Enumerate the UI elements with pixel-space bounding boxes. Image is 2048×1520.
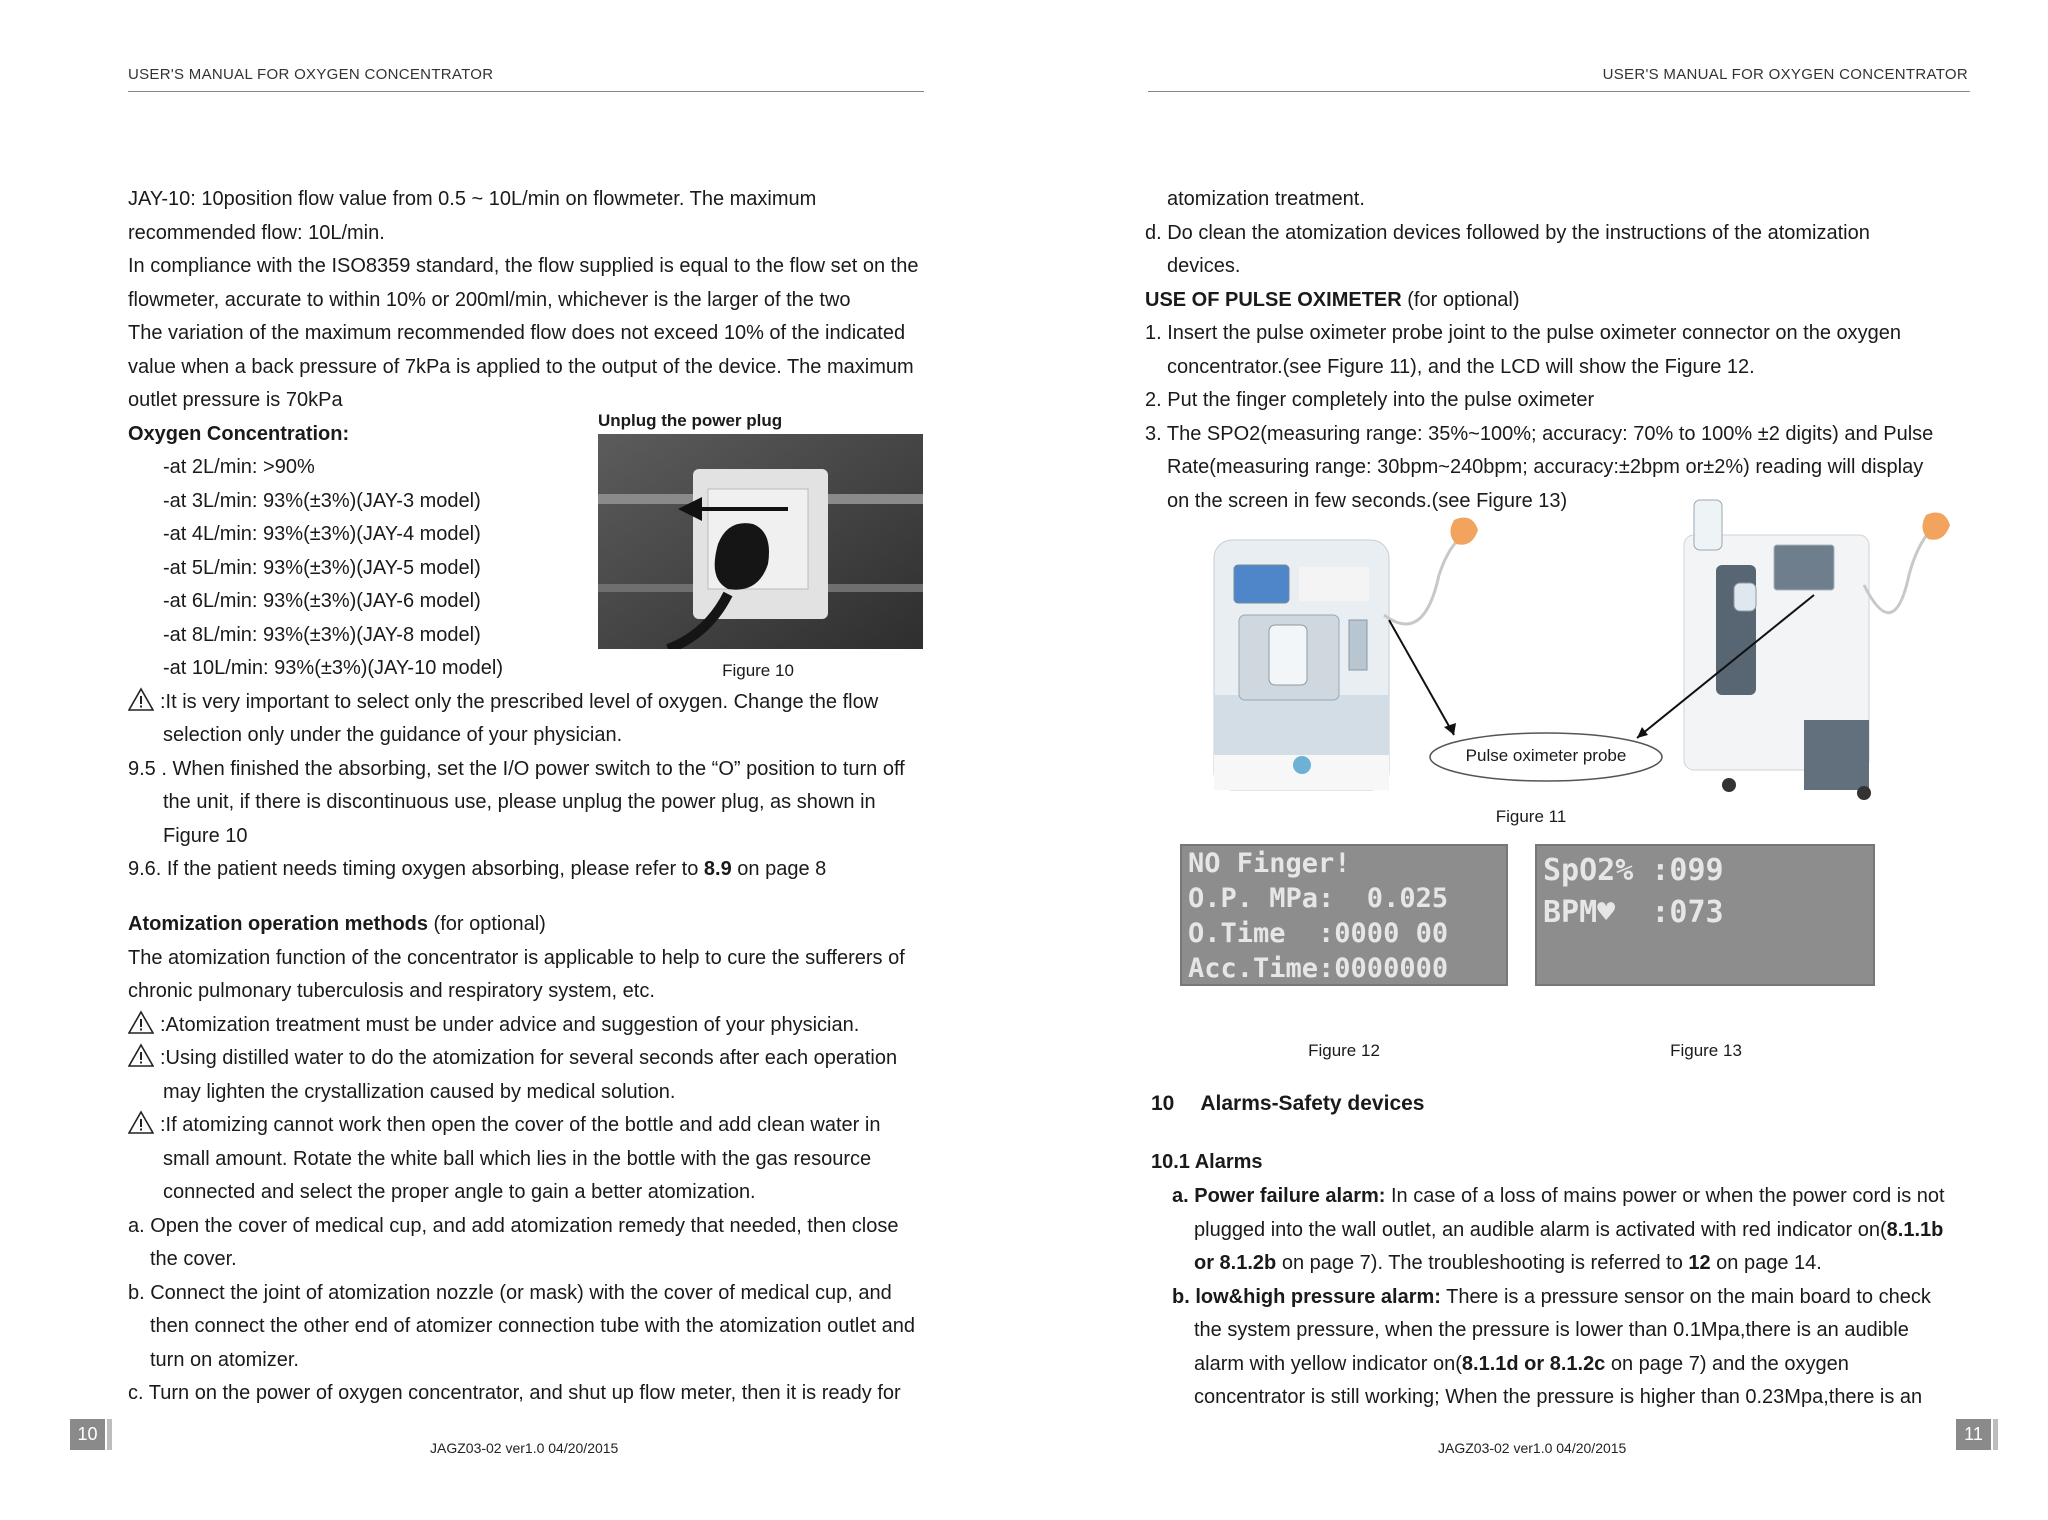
step-1: 1. Insert the pulse oximeter probe joint to the pulse oximeter connector on the oxygen	[1145, 322, 1901, 344]
header-rule	[1148, 91, 1970, 92]
lcd-line: Acc.Time:0000000	[1188, 953, 1449, 984]
caution-icon	[128, 687, 154, 713]
figure-10-image	[598, 434, 923, 649]
text-line: value when a back pressure of 7kPa is applied to the output of the device. The maximum	[128, 355, 914, 378]
section-10-heading: 10 Alarms-Safety devices	[1151, 1092, 1425, 1115]
right-page	[1024, 0, 2048, 1520]
pressure-alarm-cont: concentrator is still working; When the pressure is higher than 0.23Mpa,there is an	[1194, 1386, 1923, 1408]
text-line: outlet pressure is 70kPa	[128, 389, 343, 411]
figure-13-caption: Figure 13	[1670, 1041, 1742, 1060]
lcd-line: SpO2% :099	[1543, 853, 1724, 888]
step-2: 2. Put the finger completely into the pulse oximeter	[1145, 389, 1595, 411]
concentration-item: -at 6L/min: 93%(±3%)(JAY-6 model)	[163, 590, 481, 612]
footer-code: JAGZ03-02 ver1.0 04/20/2015	[430, 1440, 619, 1456]
step-9-5-cont: the unit, if there is discontinuous use, please unplug the power plug, as shown in	[163, 791, 876, 813]
step-1-cont: concentrator.(see Figure 11), and the LCD will show the Figure 12.	[1167, 355, 1755, 378]
page-number-bar	[1993, 1419, 1998, 1450]
caution-icon	[128, 1010, 154, 1036]
text-line: The atomization function of the concentrator is applicable to help to cure the sufferers of	[128, 946, 905, 969]
power-failure-alarm: a. Power failure alarm: In case of a loss of mains power or when the power cord is not	[1172, 1185, 1945, 1207]
running-header: USER'S MANUAL FOR OXYGEN CONCENTRATOR	[1602, 66, 1968, 83]
text-line: chronic pulmonary tuberculosis and respiratory system, etc.	[128, 980, 655, 1002]
text-line: flowmeter, accurate to within 10% or 200ml/min, whichever is the larger of the two	[128, 288, 851, 311]
concentration-item: -at 8L/min: 93%(±3%)(JAY-8 model)	[163, 623, 481, 646]
concentration-item: -at 5L/min: 93%(±3%)(JAY-5 model)	[163, 556, 481, 579]
figure-12-caption: Figure 12	[1308, 1041, 1380, 1060]
text-line: The variation of the maximum recommended flow does not exceed 10% of the indicated	[128, 322, 906, 344]
figure-11-caption: Figure 11	[1495, 807, 1567, 826]
caution-text: :It is very important to select only the prescribed level of oxygen. Change the flow	[160, 690, 879, 713]
pulse-oximeter-heading: USE OF PULSE OXIMETER (for optional)	[1145, 288, 1520, 311]
step-d-cont: devices.	[1167, 255, 1241, 277]
step-9-6: 9.6. If the patient needs timing oxygen absorbing, please refer to 8.9 on page 8	[128, 858, 827, 880]
concentration-item: -at 4L/min: 93%(±3%)(JAY-4 model)	[163, 523, 481, 545]
header-rule	[128, 91, 924, 92]
step-d: d. Do clean the atomization devices followed by the instructions of the atomization	[1145, 221, 1870, 244]
caution-text-cont: selection only under the guidance of your physician.	[163, 724, 623, 746]
step-a: a. Open the cover of medical cup, and add atomization remedy that needed, then close	[128, 1214, 899, 1237]
lcd-line: O.Time :0000 00	[1188, 918, 1449, 949]
figure-10-caption: Figure 10	[722, 661, 794, 680]
text-line: JAY-10: 10position flow value from 0.5 ~ 10L/min on flowmeter. The maximum	[128, 188, 817, 210]
figure-10-title: Unplug the power plug	[598, 411, 783, 430]
caution-note	[128, 686, 928, 720]
page-number: 10	[70, 1419, 105, 1450]
caution-text-cont: small amount. Rotate the white ball which lies in the bottle with the gas resource	[163, 1147, 872, 1170]
pulse-oximeter-text	[1145, 183, 1975, 518]
pressure-alarm: b. low&high pressure alarm: There is a pressure sensor on the main board to check	[1172, 1285, 1931, 1308]
text-line: atomization treatment.	[1167, 188, 1365, 210]
pressure-alarm-cont: the system pressure, when the pressure is lower than 0.1Mpa,there is an audible	[1194, 1319, 1909, 1341]
text-line: In compliance with the ISO8359 standard, the flow supplied is equal to the flow set on the	[128, 255, 919, 277]
figure-12-lcd	[1180, 844, 1508, 986]
concentration-item: -at 10L/min: 93%(±3%)(JAY-10 model)	[163, 657, 504, 679]
caution-icon	[128, 1043, 154, 1069]
lcd-line: O.P. MPa: 0.025	[1188, 883, 1449, 914]
step-9-5: 9.5 . When finished the absorbing, set the I/O power switch to the “O” position to turn off	[128, 757, 905, 780]
caution-text: :Using distilled water to do the atomization for several seconds after each operation	[160, 1047, 898, 1069]
caution-icon	[128, 1110, 154, 1136]
power-failure-cont: or 8.1.2b on page 7). The troubleshooting is referred to 12 on page 14.	[1194, 1252, 1822, 1274]
caution-note	[128, 1009, 928, 1043]
caution-text-cont: may lighten the crystallization caused by medical solution.	[163, 1080, 676, 1103]
concentration-item: -at 2L/min: >90%	[163, 456, 315, 478]
step-c: c. Turn on the power of oxygen concentrator, and shut up flow meter, then it is ready for	[128, 1382, 901, 1404]
oxygen-concentration-heading: Oxygen Concentration:	[128, 422, 350, 445]
lcd-line: BPM♥ :073	[1543, 895, 1724, 930]
step-3-cont: Rate(measuring range: 30bpm~240bpm; accuracy:±2bpm or±2%) reading will display	[1167, 456, 1924, 478]
step-3: 3. The SPO2(measuring range: 35%~100%; accuracy: 70% to 100% ±2 digits) and Pulse	[1145, 422, 1934, 445]
page-number: 11	[1956, 1419, 1991, 1450]
power-failure-cont: plugged into the wall outlet, an audible alarm is activated with red indicator on(8.1.1b	[1194, 1218, 1944, 1241]
alarms-text	[1172, 1180, 1992, 1415]
step-b: b. Connect the joint of atomization nozzle (or mask) with the cover of medical cup, and	[128, 1281, 892, 1304]
text-line: recommended flow: 10L/min.	[128, 221, 385, 244]
step-9-5-cont: Figure 10	[163, 824, 248, 847]
step-b-cont: then connect the other end of atomizer connection tube with the atomization outlet and	[150, 1315, 915, 1337]
atomization-section	[128, 908, 928, 1411]
pressure-alarm-cont: alarm with yellow indicator on(8.1.1d or 8.1.2c on page 7) and the oxygen	[1194, 1352, 1849, 1375]
atomization-heading: Atomization operation methods (for optional)	[128, 913, 546, 935]
page-number-bar	[107, 1419, 112, 1450]
section-10-1-heading: 10.1 Alarms	[1151, 1151, 1263, 1173]
lcd-line: NO Finger!	[1188, 848, 1351, 879]
caution-text: :Atomization treatment must be under advice and suggestion of your physician.	[160, 1013, 860, 1036]
concentration-item: -at 3L/min: 93%(±3%)(JAY-3 model)	[163, 489, 481, 512]
figure-13-lcd	[1535, 844, 1875, 986]
caution-note	[128, 1042, 928, 1076]
step-3-cont: on the screen in few seconds.(see Figure 13)	[1167, 489, 1568, 512]
caution-text: :If atomizing cannot work then open the cover of the bottle and add clean water in	[160, 1114, 881, 1136]
step-b-cont: turn on atomizer.	[150, 1348, 299, 1371]
footer-code: JAGZ03-02 ver1.0 04/20/2015	[1438, 1440, 1627, 1456]
probe-label: Pulse oximeter probe	[1465, 746, 1627, 765]
caution-text-cont: connected and select the proper angle to gain a better atomization.	[163, 1181, 756, 1203]
running-header: USER'S MANUAL FOR OXYGEN CONCENTRATOR	[128, 66, 494, 83]
step-a-cont: the cover.	[150, 1248, 237, 1270]
caution-note	[128, 1109, 928, 1143]
